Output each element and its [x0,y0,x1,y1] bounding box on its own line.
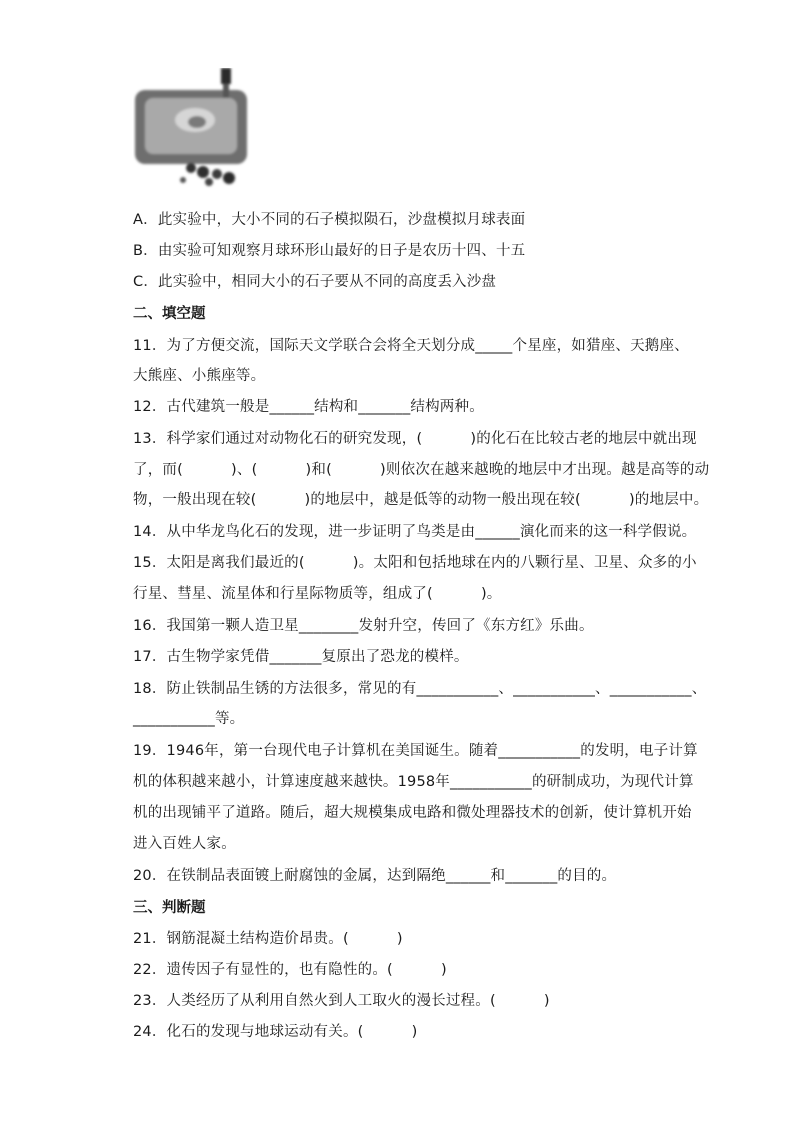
question-18-line-1: 18．防止铁制品生锈的方法很多，常见的有___________、___________、___________、 [133,681,707,697]
question-19-line-3: 机的出现铺平了道路。随后，超大规模集成电路和微处理器技术的创新，使计算机开始 [133,805,692,821]
question-24: 24．化石的发现与地球运动有关。( ) [133,1024,418,1040]
question-11-line-2: 大熊座、小熊座等。 [133,368,266,384]
question-19-line-2: 机的体积越来越小，计算速度越来越快。1958年___________的研制成功，为现代计算 [133,774,694,790]
question-17: 17．古生物学家凭借_______复原出了恐龙的模样。 [133,649,469,665]
question-18-line-2: ___________等。 [133,711,245,727]
question-23: 23．人类经历了从利用自然火到人工取火的漫长过程。( ) [133,993,550,1009]
option-c: C．此实验中，相同大小的石子要从不同的高度丢入沙盘 [133,274,497,290]
question-20: 20．在铁制品表面镀上耐腐蚀的金属，达到隔绝______和_______的目的。 [133,868,617,884]
question-19-line-1: 19．1946年，第一台现代电子计算机在美国诞生。随着___________的发明，电子计算 [133,743,698,759]
question-19-line-4: 进入百姓人家。 [133,836,236,852]
question-15-line-2: 行星、彗星、流星体和行星际物质等，组成了( )。 [133,586,502,602]
option-a: A．此实验中，大小不同的石子模拟陨石，沙盘模拟月球表面 [133,212,526,228]
question-14: 14．从中华龙鸟化石的发现，进一步证明了鸟类是由______演化而来的这一科学假说。 [133,524,697,540]
section-judgement-title: 三、判断题 [133,900,206,916]
section-fill-in-title: 二、填空题 [133,306,206,322]
question-16: 16．我国第一颗人造卫星________发射升空，传回了《东方红》乐曲。 [133,618,594,634]
question-11-line-1: 11．为了方便交流，国际天文学联合会将全天划分成_____个星座，如猎座、天鹅座、 [133,338,689,354]
question-12: 12．古代建筑一般是______结构和_______结构两种。 [133,399,484,415]
question-22: 22．遗传因子有显性的，也有隐性的。( ) [133,962,447,978]
question-13-line-3: 物，一般出现在较( )的地层中，越是低等的动物一般出现在较( )的地层中。 [133,492,709,508]
question-13-line-2: 了，而( )、( )和( )则依次在越来越晚的地层中才出现。越是高等的动 [133,462,710,478]
question-13-line-1: 13．科学家们通过对动物化石的研究发现，( )的化石在比较古老的地层中就出现 [133,431,697,447]
experiment-figure [133,68,251,190]
question-21: 21．钢筋混凝土结构造价昂贵。( ) [133,931,403,947]
question-15-line-1: 15．太阳是离我们最近的( )。太阳和包括地球在内的八颗行星、卫星、众多的小 [133,555,697,571]
option-b: B．由实验可知观察月球环形山最好的日子是农历十四、十五 [133,243,526,259]
